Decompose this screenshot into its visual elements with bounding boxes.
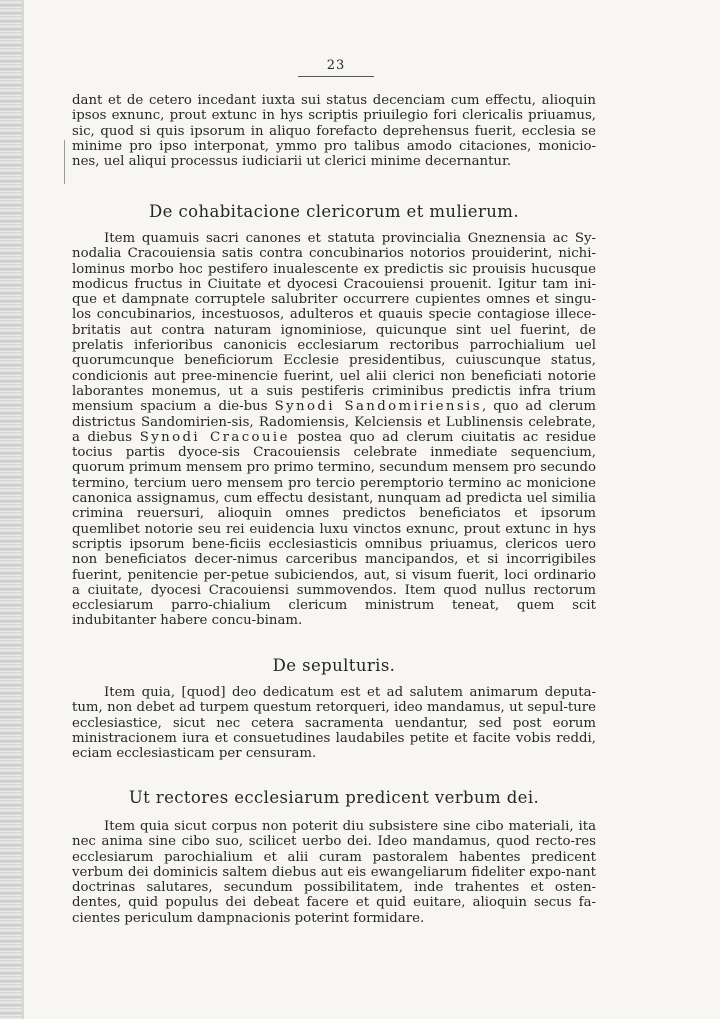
paragraph-cohabitation-part2: , quo ad clerum districtus Sandomirien-sis, Radomiensis, Kelciensis et Lublinensis celebrate, a diebus [72, 399, 596, 445]
synodi-sandomiriensis: Synodi Sandomiriensis [274, 399, 482, 415]
page-number-rule [298, 76, 374, 77]
section-heading-burials: De sepulturis. [272, 656, 396, 675]
paragraph-cohabitation-part1: Item quamuis sacri canones et statuta provincialia Gneznensia ac Sy-nodalia Cracouiensia satis contra concubinarios notorios prouiderint, nichi-lominus morbo hoc pestifero inualescente ex predictis sic prouisis hucusque modicus fructus in Ciuitate et dyocesi Cracouiensi prouenit. Igitur tam ini-que et dampnate corruptele salubriter occurrere cupientes omnes et singu-los concubinarios, incestuosos, adulteros et quauis specie contagiose illece-britatis aut contra naturam ignominiose, quicunque sint uel fuerint, de prelatis inferioribus canonicis ecclesiarum rectoribus parrochialium uel quorumcunque beneficiorum Ecclesie presidentibus, cuiuscunque status, condicionis aut pree-minencie fuerint, uel alii clerici non beneficiati notorie laborantes monemus, ut a suis pestiferis criminibus predictis infra trium mensium spacium a die-bus [72, 231, 596, 415]
paragraph-cohabitation-part3: postea quo ad clerum ciuitatis ac residue tocius partis dyoce-sis Cracouiensis celebrate inmediate sequencium, quorum primum mensem pro primo termino, secundum mensem pro secundo termino, tercium uero mensem pro tercio peremptorio termino ac monicione canonica assignamus, cum effectu desistant, nunquam ad predicta uel similia crimina reuersuri, alioquin omnes predictos beneficiatos et ipsorum quemlibet notorie seu rei euidencia luxu vinctos exnunc, prout extunc in hys scriptis ipsorum bene-ficiis ecclesiasticis omnibus priuamus, clericos uero non beneficiatos decer-nimus carceribus mancipandos, et si incorrigibiles fuerint, penitencie per-petue subiciendos, aut, si visum fuerit, loci ordinario a ciuitate, dyocesi Cracouiensi summovendos. Item quod nullus rectorum ecclesiarum parro-chialium clericum ministrum teneat, quem scit indubitanter habere concu-binam. [72, 429, 596, 629]
paragraph-cohabitation [72, 231, 596, 629]
paragraph-preaching: Item quia sicut corpus non poterit diu subsistere sine cibo materiali, ita nec anima sine cibo suo, scilicet uerbo dei. Ideo mandamus, quod recto-res ecclesiarum parochialium et alii curam pastoralem habentes predicent verbum dei dominicis saltem diebus aut eis ewangeliarum fideliter expo-nant doctrinas salutares, secundum possibilitatem, inde trahentes et osten-dentes, quid populus dei debeat facere et quid euitare, alioquin secus fa-cientes periculum dampnacionis poterint formidare. [72, 819, 596, 926]
section-heading-cohabitation: De cohabitacione clericorum et mulierum. [149, 202, 519, 221]
synodi-cracouie: Synodi Cracouie [139, 429, 290, 445]
page-number: 23 [326, 58, 346, 73]
section-heading-preaching: Ut rectores ecclesiarum predicent verbum dei. [128, 788, 540, 807]
page-binding-edge [0, 0, 22, 1019]
intro-paragraph: dant et de cetero incedant iuxta sui status decenciam cum effectu, alioquin ipsos exnunc, prout extunc in hys scriptis priuilegio fori clericalis priuamus, sic, quod si quis ipsorum in aliquo forefacto deprehensus fuerit, ecclesia se minime pro ipso interponat, ymmo pro talibus amodo citaciones, monicio-nes, uel aliqui processus iudiciarii ut clerici minime decernantur. [72, 93, 596, 170]
margin-mark [64, 140, 67, 184]
binding-shadow [22, 0, 24, 1019]
paragraph-burials: Item quia, [quod] deo dedicatum est et ad salutem animarum deputa-tum, non debet ad turpem questum retorqueri, ideo mandamus, ut sepul-ture ecclesiastice, sicut nec cetera sacramenta uendantur, sed post eorum ministracionem iura et consuetudines laudabiles petite et facite vobis reddi, eciam ecclesiasticam per censuram. [72, 685, 596, 762]
